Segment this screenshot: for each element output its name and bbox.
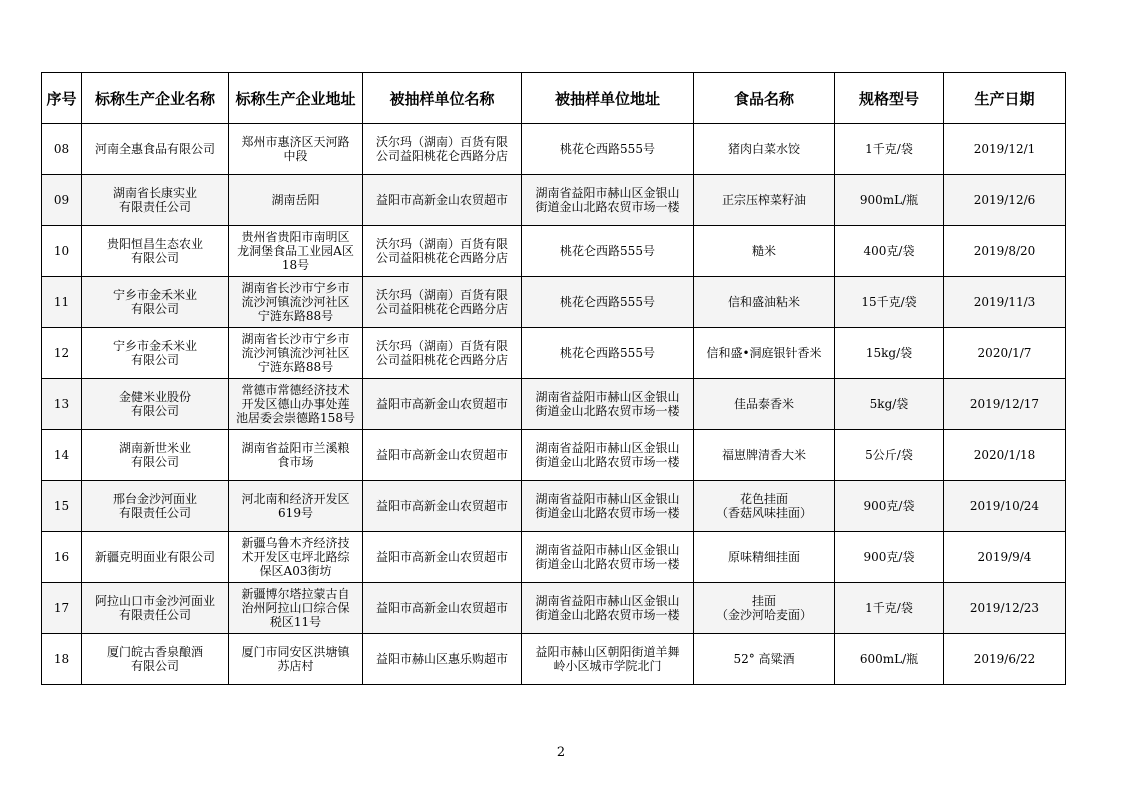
food-name-text: 福崽牌清香大米 — [721, 448, 806, 462]
production-date-cell — [944, 583, 1066, 634]
header-production-date: 生产日期 — [944, 73, 1066, 124]
food-name-text: 佳品泰香米 — [733, 397, 794, 411]
serial-number-text: 14 — [53, 448, 70, 462]
serial-number-cell — [42, 124, 82, 175]
specification-text: 5公斤/袋 — [865, 448, 913, 462]
table-row — [42, 175, 1066, 226]
specification-text: 900克/袋 — [863, 550, 915, 564]
table-row — [42, 328, 1066, 379]
manufacturer-address-cell — [229, 379, 363, 430]
page-number: 2 — [556, 745, 566, 760]
sampled-unit-name-text: 沃尔玛（湖南）百货有限 公司益阳桃花仑西路分店 — [375, 135, 508, 163]
sampled-unit-address-cell — [522, 481, 694, 532]
serial-number-text: 16 — [53, 550, 70, 564]
food-name-text: 信和盛油粘米 — [727, 295, 800, 309]
sampled-unit-name-cell — [363, 277, 522, 328]
manufacturer-name-text: 湖南新世米业 有限公司 — [118, 441, 191, 469]
sampled-unit-name-text: 沃尔玛（湖南）百货有限 公司益阳桃花仑西路分店 — [375, 288, 508, 316]
sampled-unit-name-cell — [363, 634, 522, 685]
production-date-cell — [944, 430, 1066, 481]
production-date-cell — [944, 634, 1066, 685]
food-name-cell — [694, 175, 835, 226]
food-name-text: 糙米 — [751, 244, 776, 258]
sampled-unit-address-cell — [522, 277, 694, 328]
specification-cell — [835, 634, 944, 685]
specification-cell — [835, 532, 944, 583]
production-date-cell — [944, 226, 1066, 277]
manufacturer-name-cell — [82, 124, 229, 175]
manufacturer-name-text: 阿拉山口市金沙河面业 有限责任公司 — [94, 594, 215, 622]
sampled-unit-name-text: 沃尔玛（湖南）百货有限 公司益阳桃花仑西路分店 — [375, 237, 508, 265]
sampled-unit-address-text: 湖南省益阳市赫山区金银山 街道金山北路农贸市场一楼 — [535, 543, 680, 571]
sampled-unit-name-text: 益阳市高新金山农贸超市 — [375, 499, 508, 513]
manufacturer-address-cell — [229, 226, 363, 277]
serial-number-cell — [42, 175, 82, 226]
specification-cell — [835, 481, 944, 532]
food-name-text: 挂面 （金沙河哈麦面） — [715, 594, 812, 622]
specification-cell — [835, 379, 944, 430]
sampled-unit-name-text: 益阳市高新金山农贸超市 — [375, 193, 508, 207]
production-date-text: 2019/12/1 — [973, 142, 1036, 156]
production-date-cell — [944, 175, 1066, 226]
specification-cell — [835, 583, 944, 634]
production-date-text: 2019/12/6 — [973, 193, 1036, 207]
manufacturer-address-text: 湖南省长沙市宁乡市 流沙河镇流沙河社区 宁涟东路88号 — [241, 281, 350, 323]
sampled-unit-name-text: 益阳市高新金山农贸超市 — [375, 550, 508, 564]
table-row — [42, 379, 1066, 430]
manufacturer-address-text: 新疆博尔塔拉蒙古自 治州阿拉山口综合保 税区11号 — [241, 587, 350, 629]
manufacturer-address-text: 常德市常德经济技术 开发区德山办事处莲 池居委会崇德路158号 — [236, 383, 355, 425]
manufacturer-address-text: 湖南岳阳 — [271, 193, 320, 207]
production-date-cell — [944, 481, 1066, 532]
sampled-unit-name-text: 益阳市赫山区惠乐购超市 — [375, 652, 508, 666]
manufacturer-name-cell — [82, 328, 229, 379]
sampled-unit-address-text: 桃花仑西路555号 — [560, 346, 655, 360]
serial-number-cell — [42, 583, 82, 634]
serial-number-cell — [42, 226, 82, 277]
food-name-cell — [694, 430, 835, 481]
specification-text: 15千克/袋 — [861, 295, 917, 309]
specification-cell — [835, 328, 944, 379]
manufacturer-name-cell — [82, 532, 229, 583]
sampled-unit-address-text: 益阳市赫山区朝阳街道羊舞 岭小区城市学院北门 — [535, 645, 680, 673]
production-date-cell — [944, 532, 1066, 583]
production-date-text: 2019/10/24 — [969, 499, 1040, 513]
sampled-unit-address-cell — [522, 124, 694, 175]
food-name-cell — [694, 532, 835, 583]
manufacturer-address-cell — [229, 430, 363, 481]
manufacturer-address-cell — [229, 277, 363, 328]
production-date-cell — [944, 328, 1066, 379]
sampled-unit-address-text: 桃花仑西路555号 — [560, 244, 655, 258]
manufacturer-address-cell — [229, 175, 363, 226]
manufacturer-name-text: 宁乡市金禾米业 有限公司 — [112, 339, 197, 367]
serial-number-text: 08 — [53, 142, 70, 156]
food-name-cell — [694, 583, 835, 634]
manufacturer-address-text: 贵州省贵阳市南明区 龙洞堡食品工业园A区 18号 — [237, 230, 354, 272]
sampled-unit-address-text: 湖南省益阳市赫山区金银山 街道金山北路农贸市场一楼 — [535, 186, 680, 214]
production-date-text: 2020/1/7 — [977, 346, 1032, 360]
production-date-cell — [944, 379, 1066, 430]
specification-text: 1千克/袋 — [865, 142, 913, 156]
manufacturer-address-cell — [229, 532, 363, 583]
specification-text: 15kg/袋 — [865, 346, 913, 360]
serial-number-text: 15 — [53, 499, 70, 513]
production-date-text: 2019/8/20 — [973, 244, 1036, 258]
food-name-text: 信和盛•洞庭银针香米 — [706, 346, 822, 360]
sampled-unit-name-cell — [363, 124, 522, 175]
sampled-unit-address-cell — [522, 226, 694, 277]
manufacturer-name-text: 邢台金沙河面业 有限责任公司 — [112, 492, 197, 520]
food-name-cell — [694, 379, 835, 430]
manufacturer-address-cell — [229, 124, 363, 175]
manufacturer-address-text: 新疆乌鲁木齐经济技 术开发区屯坪北路综 保区A03街坊 — [241, 536, 350, 578]
production-date-cell — [944, 277, 1066, 328]
manufacturer-name-cell — [82, 583, 229, 634]
food-name-text: 猪肉白菜水饺 — [727, 142, 800, 156]
table-row — [42, 634, 1066, 685]
manufacturer-name-text: 宁乡市金禾米业 有限公司 — [112, 288, 197, 316]
sampled-unit-name-cell — [363, 226, 522, 277]
manufacturer-address-cell — [229, 328, 363, 379]
specification-cell — [835, 124, 944, 175]
table-row — [42, 430, 1066, 481]
manufacturer-address-cell — [229, 634, 363, 685]
production-date-text: 2019/12/17 — [969, 397, 1040, 411]
production-date-text: 2020/1/18 — [973, 448, 1036, 462]
table-row — [42, 532, 1066, 583]
food-name-text: 原味精细挂面 — [727, 550, 800, 564]
food-name-cell — [694, 226, 835, 277]
sampled-unit-name-text: 沃尔玛（湖南）百货有限 公司益阳桃花仑西路分店 — [375, 339, 508, 367]
serial-number-text: 13 — [53, 397, 70, 411]
food-name-text: 52° 高粱酒 — [733, 652, 795, 666]
sampled-unit-name-cell — [363, 175, 522, 226]
manufacturer-name-cell — [82, 175, 229, 226]
manufacturer-address-text: 湖南省益阳市兰溪粮 食市场 — [241, 441, 350, 469]
food-name-cell — [694, 124, 835, 175]
manufacturer-name-text: 贵阳恒昌生态农业 有限公司 — [106, 237, 203, 265]
manufacturer-address-text: 厦门市同安区洪塘镇 苏店村 — [241, 645, 350, 673]
specification-cell — [835, 175, 944, 226]
sampled-unit-address-cell — [522, 532, 694, 583]
sampled-unit-address-cell — [522, 328, 694, 379]
serial-number-cell — [42, 430, 82, 481]
manufacturer-name-text: 厦门皖古香泉酿酒 有限公司 — [106, 645, 203, 673]
production-date-text: 2019/12/23 — [969, 601, 1040, 615]
manufacturer-name-text: 湖南省长康实业 有限责任公司 — [112, 186, 197, 214]
specification-text: 400克/袋 — [863, 244, 915, 258]
production-date-text: 2019/9/4 — [977, 550, 1032, 564]
sampled-unit-name-cell — [363, 328, 522, 379]
manufacturer-name-cell — [82, 634, 229, 685]
serial-number-cell — [42, 532, 82, 583]
sampled-unit-address-cell — [522, 175, 694, 226]
table-row — [42, 481, 1066, 532]
manufacturer-address-text: 河北南和经济开发区 619号 — [241, 492, 350, 520]
serial-number-text: 17 — [53, 601, 70, 615]
header-sampled-unit-address: 被抽样单位地址 — [522, 73, 694, 124]
manufacturer-name-text: 新疆克明面业有限公司 — [94, 550, 215, 564]
food-name-cell — [694, 634, 835, 685]
serial-number-cell — [42, 481, 82, 532]
specification-text: 900mL/瓶 — [859, 193, 919, 207]
header-manufacturer-name: 标称生产企业名称 — [82, 73, 229, 124]
manufacturer-address-text: 郑州市惠济区天河路 中段 — [241, 135, 350, 163]
table-row — [42, 277, 1066, 328]
specification-text: 1千克/袋 — [865, 601, 913, 615]
sampled-unit-name-text: 益阳市高新金山农贸超市 — [375, 601, 508, 615]
sampled-unit-name-cell — [363, 430, 522, 481]
sampled-unit-address-text: 湖南省益阳市赫山区金银山 街道金山北路农贸市场一楼 — [535, 441, 680, 469]
table-body — [42, 124, 1066, 685]
production-date-text: 2019/6/22 — [973, 652, 1036, 666]
serial-number-text: 18 — [53, 652, 70, 666]
manufacturer-address-cell — [229, 481, 363, 532]
header-food-name: 食品名称 — [694, 73, 835, 124]
manufacturer-name-cell — [82, 277, 229, 328]
sampled-unit-address-cell — [522, 583, 694, 634]
food-name-text: 正宗压榨菜籽油 — [721, 193, 806, 207]
food-name-cell — [694, 481, 835, 532]
sampled-unit-address-text: 湖南省益阳市赫山区金银山 街道金山北路农贸市场一楼 — [535, 390, 680, 418]
sampled-unit-address-text: 湖南省益阳市赫山区金银山 街道金山北路农贸市场一楼 — [535, 492, 680, 520]
manufacturer-name-cell — [82, 226, 229, 277]
specification-cell — [835, 226, 944, 277]
header-manufacturer-address: 标称生产企业地址 — [229, 73, 363, 124]
sampled-unit-name-cell — [363, 583, 522, 634]
sampled-unit-name-text: 益阳市高新金山农贸超市 — [375, 397, 508, 411]
table-header-row — [42, 73, 1066, 124]
manufacturer-name-cell — [82, 430, 229, 481]
sampled-unit-address-cell — [522, 379, 694, 430]
production-date-cell — [944, 124, 1066, 175]
serial-number-text: 10 — [53, 244, 70, 258]
sampled-unit-address-cell — [522, 430, 694, 481]
serial-number-cell — [42, 379, 82, 430]
manufacturer-name-cell — [82, 481, 229, 532]
sampled-unit-address-text: 桃花仑西路555号 — [560, 295, 655, 309]
sampled-unit-name-cell — [363, 481, 522, 532]
serial-number-text: 09 — [53, 193, 70, 207]
specification-text: 600mL/瓶 — [859, 652, 919, 666]
header-specification: 规格型号 — [835, 73, 944, 124]
table-row — [42, 583, 1066, 634]
specification-text: 5kg/袋 — [869, 397, 909, 411]
table-row — [42, 226, 1066, 277]
sampling-results-table — [41, 72, 1066, 685]
header-serial-number: 序号 — [42, 73, 82, 124]
sampled-unit-name-cell — [363, 532, 522, 583]
manufacturer-address-text: 湖南省长沙市宁乡市 流沙河镇流沙河社区 宁涟东路88号 — [241, 332, 350, 374]
food-name-cell — [694, 277, 835, 328]
serial-number-cell — [42, 277, 82, 328]
specification-cell — [835, 430, 944, 481]
table-row — [42, 124, 1066, 175]
manufacturer-name-text: 河南全惠食品有限公司 — [94, 142, 215, 156]
sampled-unit-name-text: 益阳市高新金山农贸超市 — [375, 448, 508, 462]
specification-text: 900克/袋 — [863, 499, 915, 513]
serial-number-cell — [42, 328, 82, 379]
production-date-text: 2019/11/3 — [973, 295, 1036, 309]
header-sampled-unit-name: 被抽样单位名称 — [363, 73, 522, 124]
serial-number-cell — [42, 634, 82, 685]
food-name-text: 花色挂面 （香菇风味挂面） — [715, 492, 812, 520]
sampled-unit-address-text: 桃花仑西路555号 — [560, 142, 655, 156]
serial-number-text: 11 — [53, 295, 70, 309]
food-name-cell — [694, 328, 835, 379]
serial-number-text: 12 — [53, 346, 70, 360]
sampled-unit-address-text: 湖南省益阳市赫山区金银山 街道金山北路农贸市场一楼 — [535, 594, 680, 622]
sampled-unit-name-cell — [363, 379, 522, 430]
specification-cell — [835, 277, 944, 328]
manufacturer-address-cell — [229, 583, 363, 634]
sampled-unit-address-cell — [522, 634, 694, 685]
manufacturer-name-cell — [82, 379, 229, 430]
manufacturer-name-text: 金健米业股份 有限公司 — [118, 390, 191, 418]
